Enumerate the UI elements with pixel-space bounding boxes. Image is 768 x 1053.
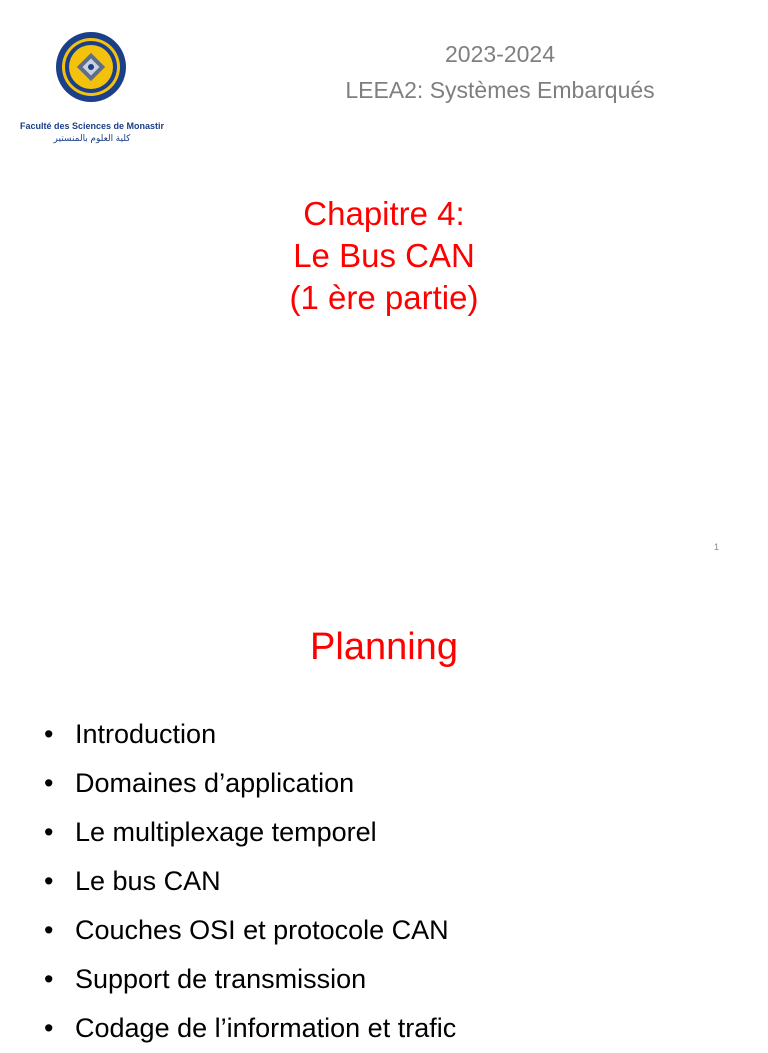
planning-item	[44, 906, 456, 955]
planning-item-label: Le bus CAN	[75, 866, 221, 896]
bullet-icon: •	[44, 1013, 54, 1043]
slide-2	[0, 576, 768, 1043]
planning-item	[44, 759, 456, 808]
chapter-title-line-1: Chapitre 4:	[303, 195, 465, 232]
bullet-icon: •	[44, 817, 54, 847]
academic-year: 2023-2024	[445, 41, 555, 67]
planning-item	[44, 955, 456, 1004]
planning-item	[44, 857, 456, 906]
planning-item-label: Couches OSI et protocole CAN	[75, 915, 449, 945]
bullet-icon: •	[44, 915, 54, 945]
faculty-name-ar: كلية العلوم بالمنستير	[53, 133, 131, 143]
planning-item-label: Codage de l’information et trafic	[75, 1013, 457, 1043]
bullet-icon: •	[44, 719, 54, 749]
chapter-title	[0, 193, 768, 319]
bullet-icon: •	[44, 866, 54, 896]
chapter-title-line-3: (1 ère partie)	[289, 279, 479, 316]
planning-item	[44, 808, 456, 857]
planning-item	[44, 710, 456, 759]
faculty-logo	[12, 28, 172, 150]
bullet-icon: •	[44, 964, 54, 994]
bullet-icon: •	[44, 768, 54, 798]
planning-item-label: Le multiplexage temporel	[75, 817, 377, 847]
planning-item-label: Introduction	[75, 719, 217, 749]
planning-item	[44, 1004, 456, 1053]
planning-item-label: Domaines d’application	[75, 768, 355, 798]
planning-title: Planning	[310, 626, 458, 668]
slide-number: 1	[714, 542, 720, 552]
planning-item-label: Support de transmission	[75, 964, 367, 994]
course-name: LEEA2: Systèmes Embarqués	[345, 77, 655, 103]
planning-list	[44, 710, 456, 1053]
faculty-seal-icon	[54, 30, 128, 104]
chapter-title-line-2: Le Bus CAN	[293, 237, 475, 274]
faculty-name-fr: Faculté des Sciences de Monastir	[19, 121, 165, 131]
